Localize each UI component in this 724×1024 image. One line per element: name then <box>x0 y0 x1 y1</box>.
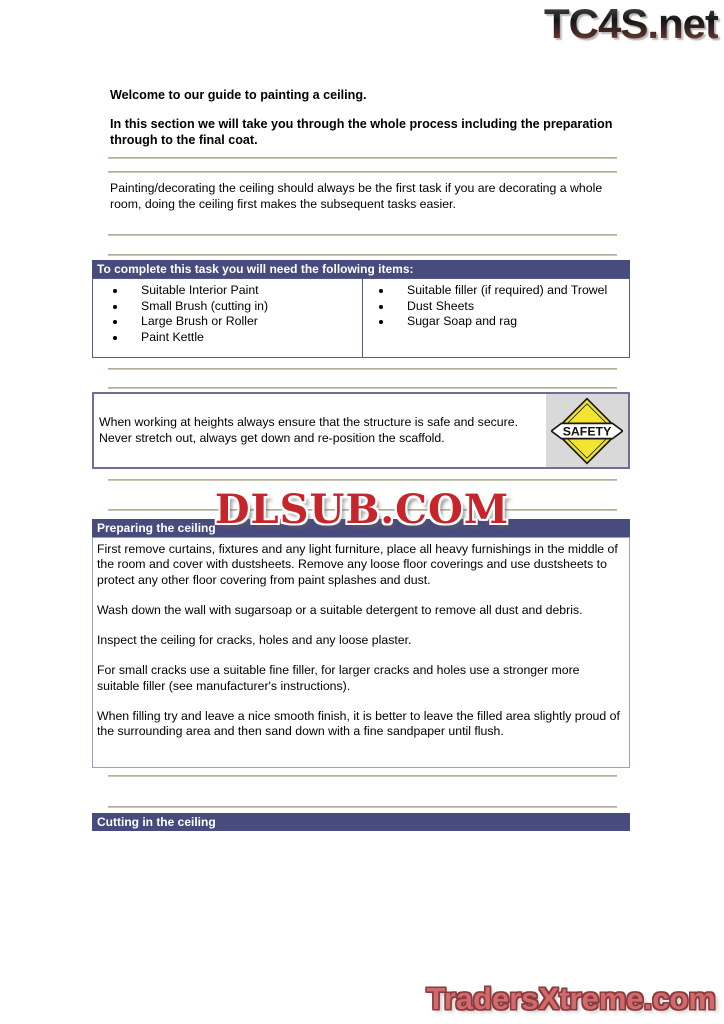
divider <box>108 171 617 173</box>
list-item: • Large Brush or Roller <box>127 314 362 330</box>
list-item: • Small Brush (cutting in) <box>127 299 362 315</box>
list-item: • Dust Sheets <box>393 299 629 315</box>
items-cell-left <box>93 279 363 357</box>
items-list-left <box>93 283 362 345</box>
safety-text-content: When working at heights always ensure that the structure is safe and secure. Never stretch out, always get down and re-position the scaffold. <box>99 415 518 445</box>
tradersxtreme-site-logo: TradersXtreme.com <box>426 981 716 1016</box>
welcome-heading: Welcome to our guide to painting a ceiling. <box>110 88 367 102</box>
overview-heading: In this section we will take you through the whole process including the preparation through to the final coat. <box>110 117 613 147</box>
divider <box>108 775 617 777</box>
preparing-paragraph: When filling try and leave a nice smooth finish, it is better to leave the filled area slightly proud of the surrounding area and then sand down with a fine sandpaper until flush. <box>97 709 620 739</box>
divider <box>108 387 617 389</box>
safety-notice-box <box>92 392 630 469</box>
divider <box>108 234 617 236</box>
items-header-bar: To complete this task you will need the following items: <box>92 260 630 278</box>
preparing-paragraph: Wash down the wall with sugarsoap or a suitable detergent to remove all dust and debris. <box>97 602 583 617</box>
items-cell-right <box>363 279 629 357</box>
tc4s-site-logo: TC4S.net <box>543 0 718 47</box>
items-list-right <box>363 283 629 330</box>
intro-paragraph: Painting/decorating the ceiling should always be the first task if you are decorating a whole room, doing the ceiling first makes the subsequent tasks easier. <box>110 181 603 211</box>
list-item: • Suitable filler (if required) and Trowel <box>393 283 629 299</box>
safety-icon-cell <box>546 394 628 467</box>
safety-notice-text <box>94 394 546 467</box>
preparing-paragraph: For small cracks use a suitable fine filler, for larger cracks and holes use a stronger more suitable filler (see manufacturer's instructions). <box>97 663 580 693</box>
cutting-header-bar: Cutting in the ceiling <box>92 813 630 831</box>
preparing-content-box <box>92 537 630 768</box>
safety-icon-label: SAFETY <box>562 424 612 439</box>
divider <box>108 368 617 370</box>
safety-diamond-icon <box>551 397 623 465</box>
preparing-paragraph: First remove curtains, fixtures and any light furniture, place all heavy furnishings in the middle of the room and cover with dustsheets. Remove any loose floor coverings and use dustsheets to protect any other floor covering from paint splashes and dust. <box>97 542 618 587</box>
preparing-paragraph: Inspect the ceiling for cracks, holes and any loose plaster. <box>97 633 412 648</box>
divider <box>108 806 617 808</box>
divider <box>108 254 617 256</box>
list-item: • Sugar Soap and rag <box>393 314 629 330</box>
items-table <box>92 278 630 358</box>
divider <box>108 157 617 159</box>
dlsub-watermark: DLSUB.COM <box>214 486 510 533</box>
list-item: • Paint Kettle <box>127 330 362 346</box>
divider <box>108 479 617 481</box>
list-item: • Suitable Interior Paint <box>127 283 362 299</box>
preparing-header-bar: Preparing the ceiling <box>92 519 630 537</box>
